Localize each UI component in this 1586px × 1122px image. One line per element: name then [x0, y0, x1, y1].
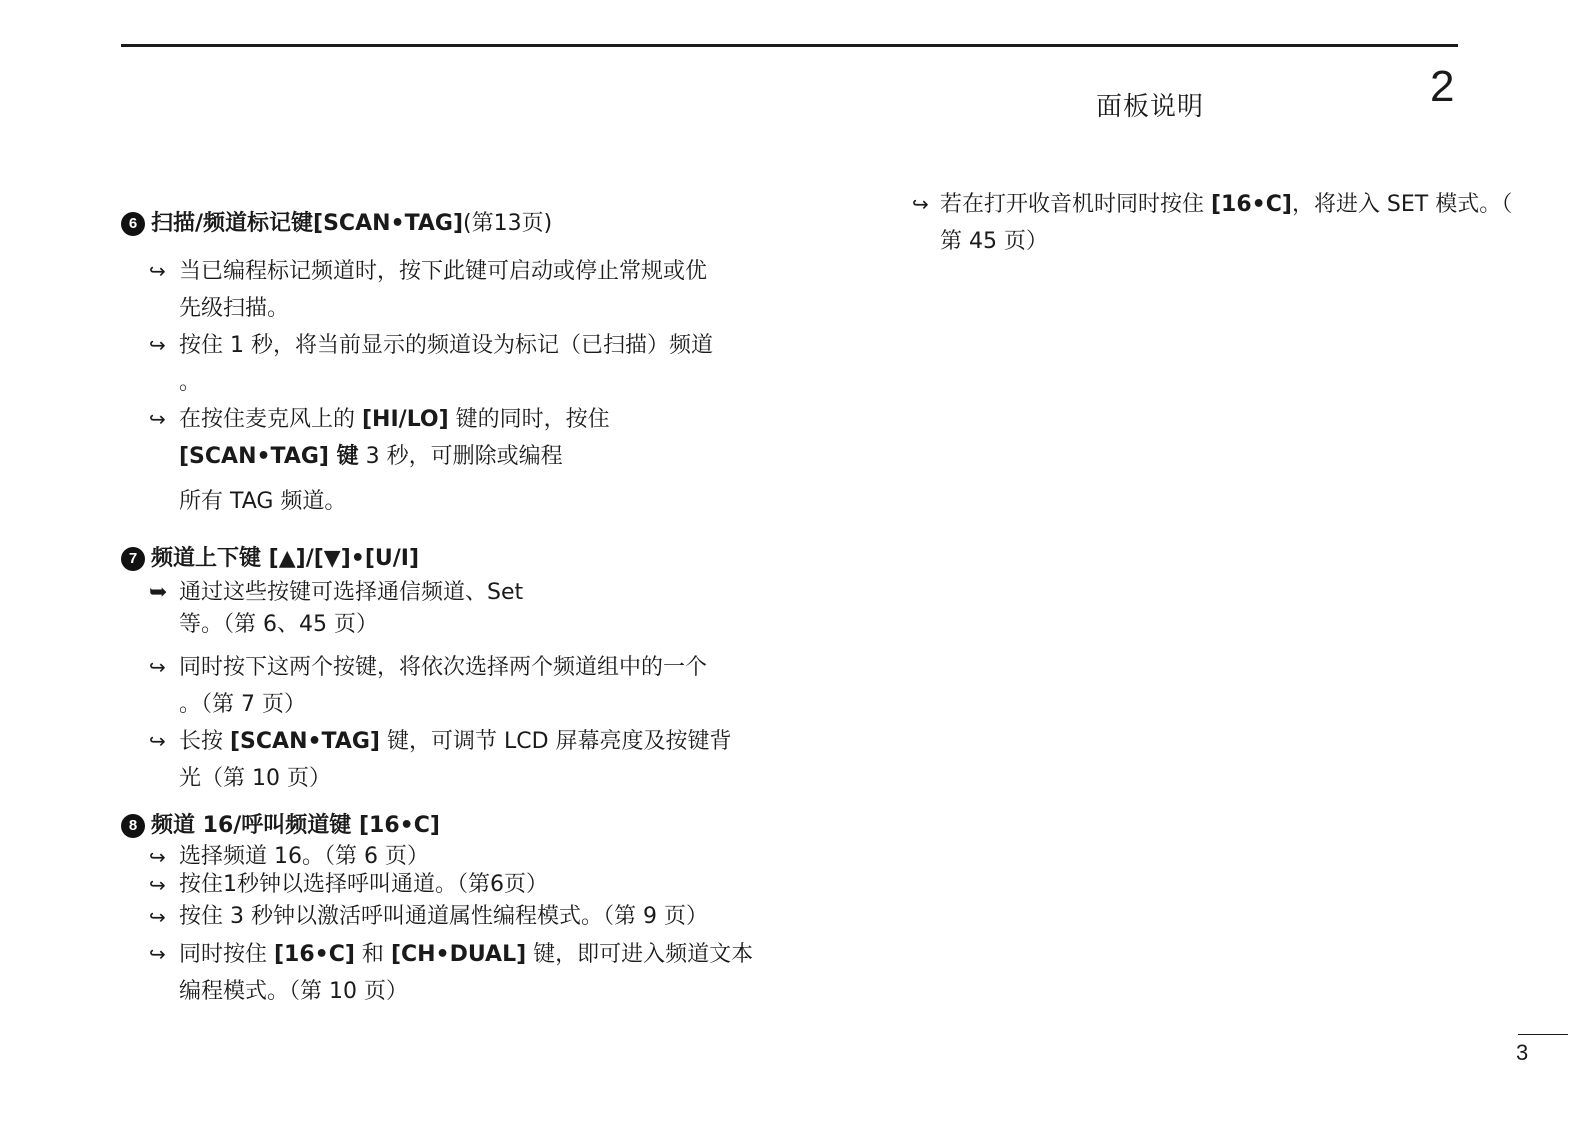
hook-arrow-icon: ↪	[149, 655, 166, 679]
list-item	[121, 870, 781, 900]
top-rule	[121, 44, 1458, 47]
bullet-continuation: 。	[179, 370, 202, 395]
heading-page-ref: (第13页)	[463, 211, 553, 236]
hook-arrow-icon: ↪	[149, 905, 166, 929]
number-circle: 6	[121, 212, 145, 236]
bullet-continuation: 第 45 页）	[940, 229, 1048, 254]
page-number: 3	[1516, 1040, 1529, 1065]
bullet-text: 键，即可进入频道文本	[526, 942, 754, 967]
section-channel-up-down	[121, 544, 781, 797]
section-scan-tag	[121, 209, 781, 520]
hook-arrow-icon: ↪	[912, 192, 929, 216]
list-item	[121, 936, 781, 973]
list-item	[121, 844, 781, 870]
key-label: [HI/LO]	[362, 407, 449, 432]
bullet-text: ，将进入 SET 模式。（	[1291, 192, 1513, 217]
bullet-text: 按住 3 秒钟以激活呼叫通道属性编程模式。（第 9 页）	[179, 904, 708, 929]
section-heading	[121, 811, 781, 841]
bullet-continuation	[121, 438, 781, 475]
bullet-continuation: 所有 TAG 频道。	[179, 489, 347, 514]
hook-arrow-icon: ↪	[149, 845, 166, 869]
bullet-text: 键，可调节 LCD 屏幕亮度及按键背	[379, 729, 732, 754]
bullet-continuation: 编程模式。（第 10 页）	[179, 979, 408, 1004]
section-channel-16	[121, 811, 781, 1010]
bullet-text: 和	[354, 942, 391, 967]
key-label: [16•C]	[1211, 192, 1292, 217]
number-circle: 8	[121, 814, 145, 838]
bullet-text: 键的同时，按住	[448, 407, 610, 432]
bullet-text: 当已编程标记频道时，按下此键可启动或停止常规或优	[179, 259, 708, 284]
key-label: [SCAN•TAG]	[230, 729, 380, 754]
list-item	[121, 900, 781, 934]
list-item	[912, 186, 1552, 223]
bullet-text: 同时按下这两个按键，将依次选择两个频道组中的一个	[179, 655, 708, 680]
bullet-text: 按住 1 秒，将当前显示的频道设为标记（已扫描）频道	[179, 333, 713, 358]
hook-arrow-icon: ↪	[149, 942, 166, 966]
list-item	[121, 327, 781, 364]
bullet-text: 同时按住	[179, 942, 274, 967]
list-item	[121, 401, 781, 438]
right-column	[912, 186, 1552, 260]
list-item	[121, 723, 781, 760]
solid-arrow-icon: ➥	[149, 580, 168, 605]
key-label: [CH•DUAL]	[390, 942, 527, 967]
bullet-text: 3 秒，可删除或编程	[358, 444, 563, 469]
heading-title: 扫描/频道标记键[SCAN•TAG]	[151, 211, 464, 236]
bullet-text: 选择频道 16。（第 6 页）	[179, 844, 429, 869]
bullet-continuation: 。（第 7 页）	[179, 692, 306, 717]
heading-title: 频道 16/呼叫频道键 [16•C]	[151, 813, 440, 838]
section-heading	[121, 209, 781, 239]
list-item	[121, 649, 781, 686]
bullet-text: 若在打开收音机时同时按住	[940, 192, 1211, 217]
bullet-text: 在按住麦克风上的	[179, 407, 362, 432]
bullet-text: 按住1秒钟以选择呼叫通道。（第6页）	[179, 872, 548, 897]
hook-arrow-icon: ↪	[149, 873, 166, 897]
page-number-rule	[1518, 1034, 1568, 1035]
bullet-continuation: 先级扫描。	[179, 296, 290, 321]
heading-title: 频道上下键 [▲]/[▼]•[U/I]	[151, 546, 420, 571]
hook-arrow-icon: ↪	[149, 729, 166, 753]
list-item	[121, 253, 781, 290]
chapter-number: 2	[1430, 62, 1455, 111]
list-item	[121, 580, 781, 606]
hook-arrow-icon: ↪	[149, 407, 166, 431]
hook-arrow-icon: ↪	[149, 259, 166, 283]
key-label: [16•C]	[274, 942, 355, 967]
number-circle: 7	[121, 547, 145, 571]
hook-arrow-icon: ↪	[149, 333, 166, 357]
section-title: 面板说明	[1096, 92, 1205, 122]
bullet-text: 通过这些按键可选择通信频道、Set	[179, 580, 524, 605]
bullet-text: 长按	[179, 729, 230, 754]
bullet-continuation: 等。（第 6、45 页）	[179, 612, 378, 637]
bullet-continuation: 光（第 10 页）	[179, 766, 331, 791]
section-heading	[121, 544, 781, 574]
key-label: [SCAN•TAG] 键	[179, 444, 359, 469]
